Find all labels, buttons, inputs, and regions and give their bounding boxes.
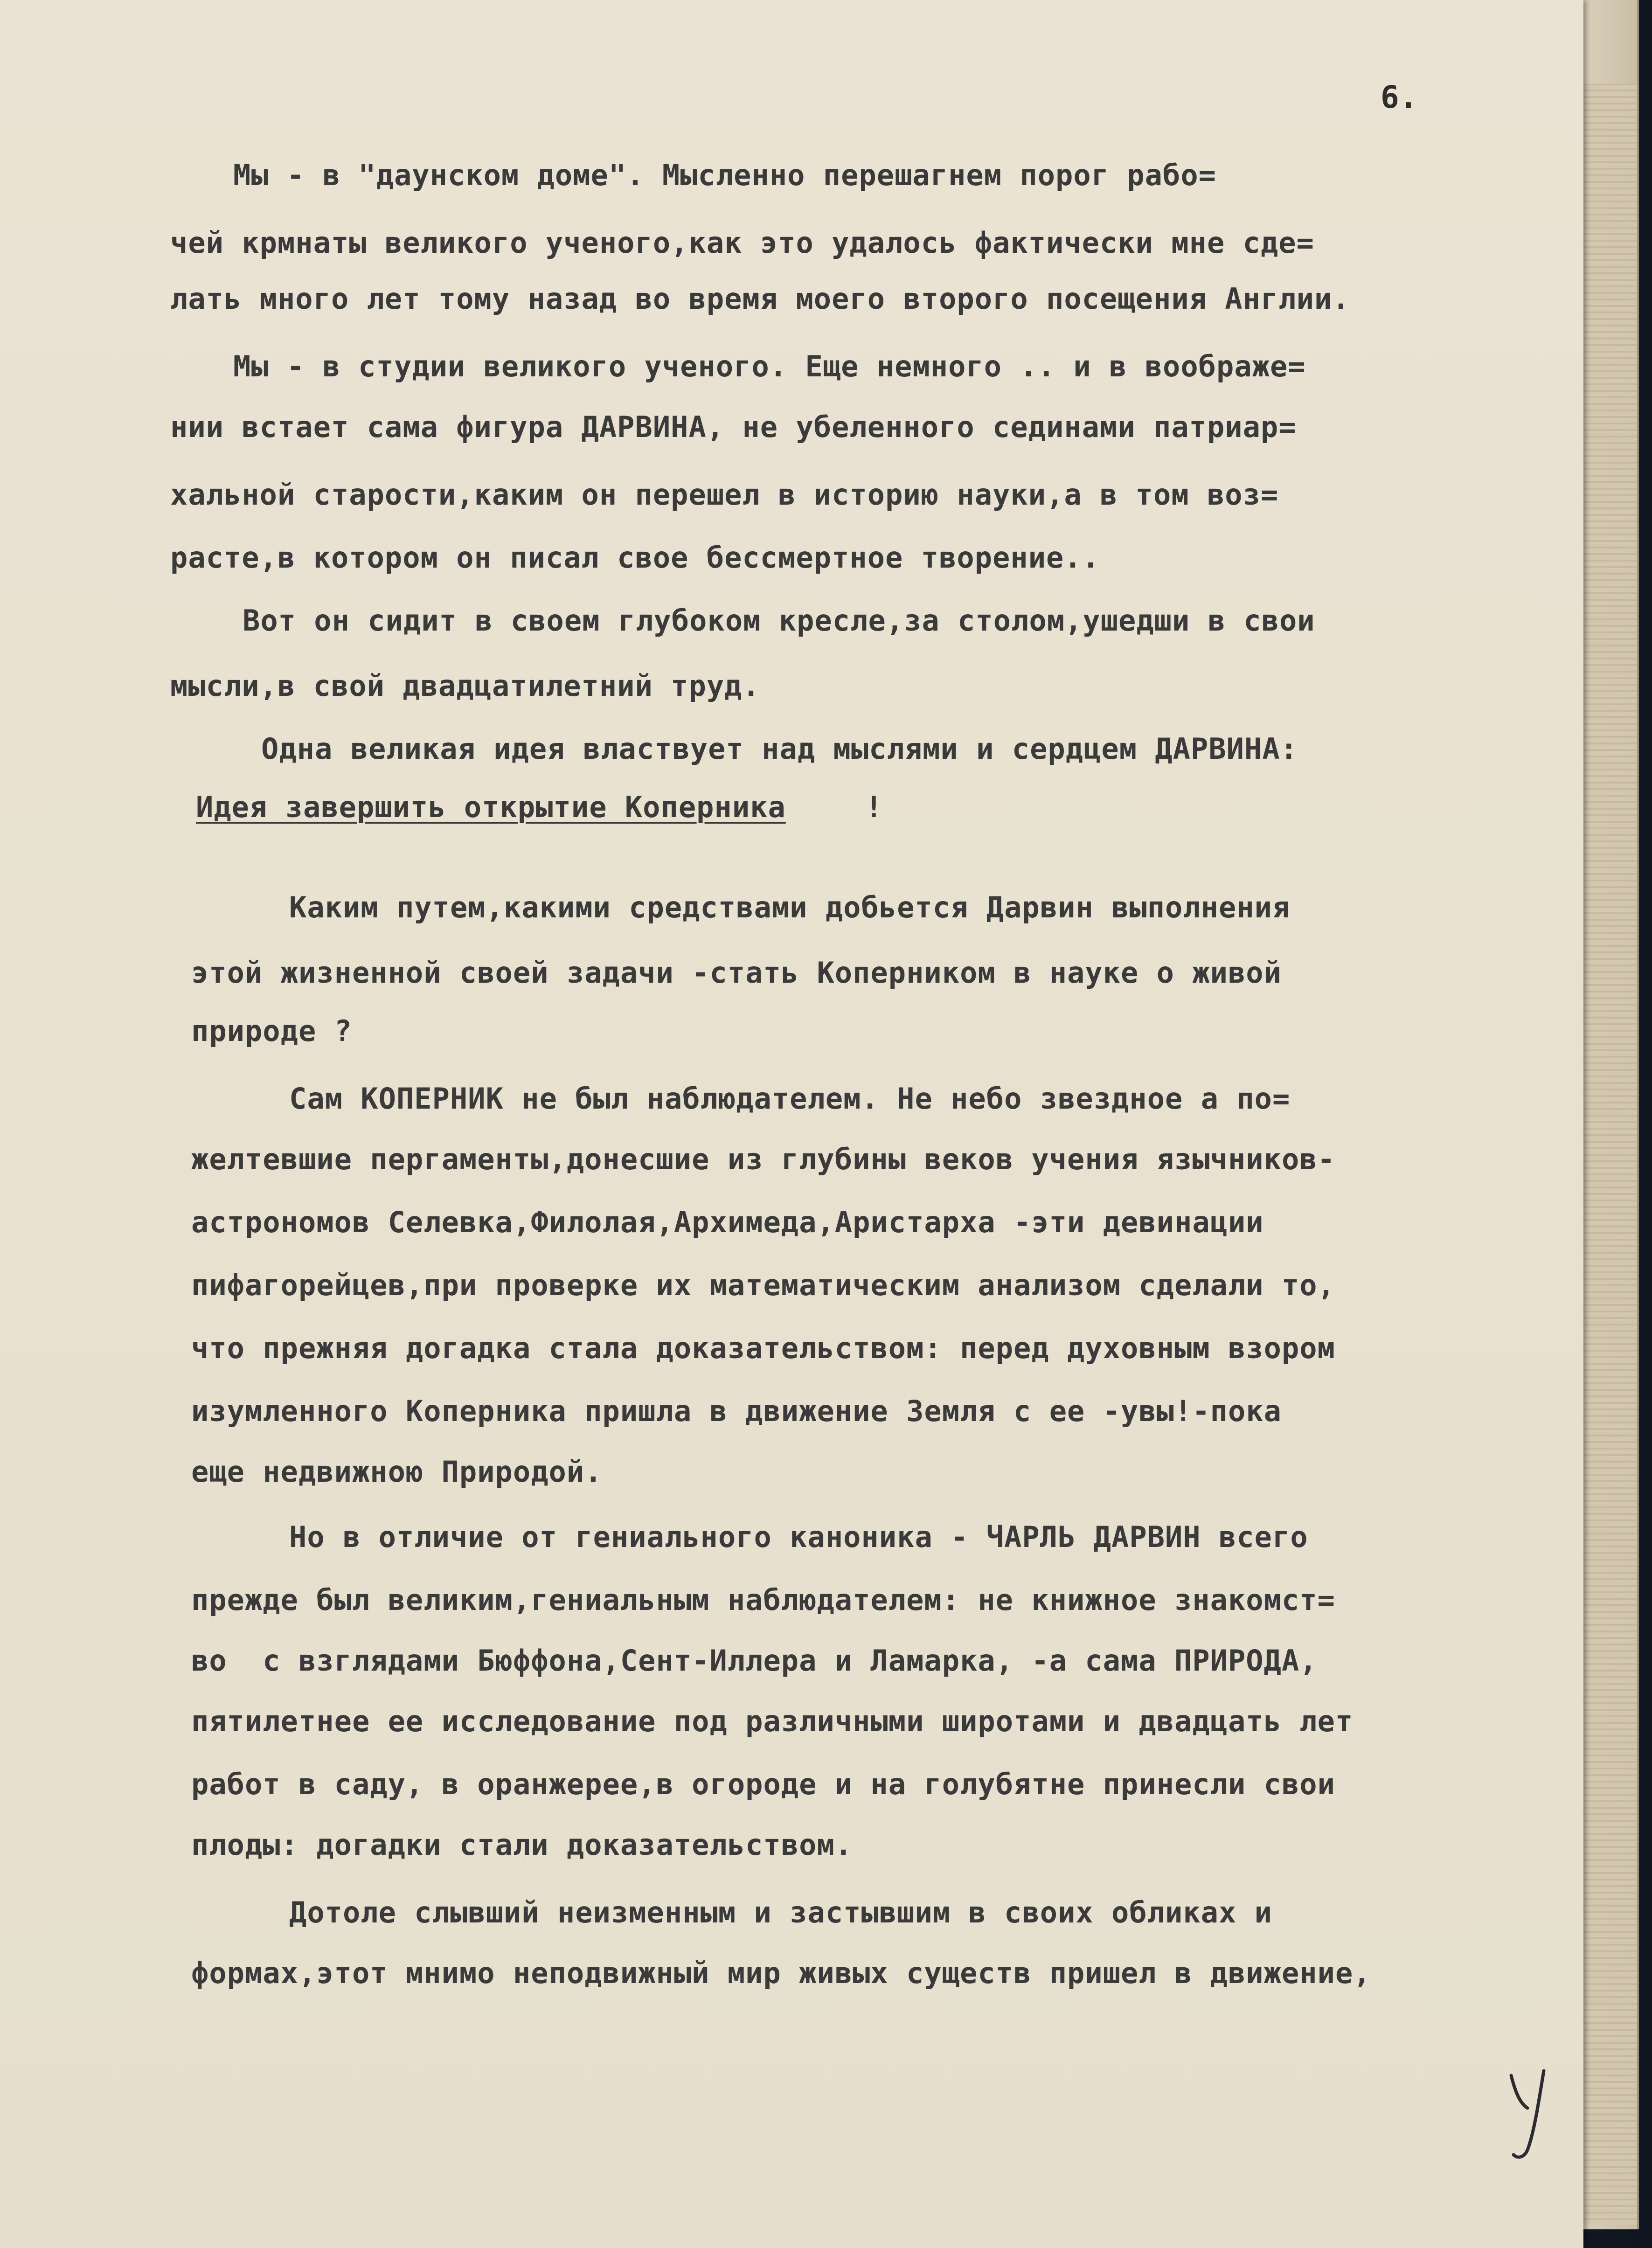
text-line: прежде был великим,гениальным наблюдателем: не книжное знакомст= (191, 1583, 1335, 1617)
text-line: пятилетнее ее исследование под различными широтами и двадцать лет (191, 1704, 1354, 1738)
underlined-line: Идея завершить открытие Коперника (196, 790, 786, 824)
text-line: Но в отличие от гениального каноника - ЧАРЛЬ ДАРВИН всего (289, 1520, 1308, 1554)
text-line: еще недвижною Природой. (191, 1455, 603, 1489)
text-line: астрономов Селевка,Филолая,Архимеда,Аристарха -эти девинации (191, 1205, 1264, 1239)
text-line: изумленного Коперника пришла в движение Земля с ее -увы!-пока (191, 1394, 1282, 1428)
text-line: плоды: догадки стали доказательством. (191, 1828, 853, 1862)
text-line: во с взглядами Бюффона,Сент-Иллера и Ламарка, -а сама ПРИРОДА, (191, 1644, 1318, 1678)
text-line: ! (865, 790, 883, 824)
text-line: желтевшие пергаменты,донесшие из глубины веков учения язычников- (191, 1142, 1335, 1176)
text-line: мысли,в свой двадцатилетний труд. (170, 669, 760, 703)
text-line: Каким путем,какими средствами добьется Дарвин выполнения (289, 890, 1291, 924)
text-line: Вот он сидит в своем глубоком кресле,за столом,ушедши в свои (243, 604, 1315, 638)
text-line: что прежняя догадка стала доказательством: перед духовным взором (191, 1331, 1335, 1365)
text-line: чей крмнаты великого ученого,как это удалось фактически мне сде= (170, 226, 1314, 260)
text-line: Мы - в студии великого ученого. Еще немного .. и в воображе= (233, 349, 1306, 383)
text-line: Одна великая идея властвует над мыслями и сердцем ДАРВИНА: (261, 732, 1298, 766)
text-line: природе ? (191, 1014, 352, 1048)
text-line: расте,в котором он писал свое бессмертное творение.. (170, 541, 1100, 575)
text-line: лать много лет тому назад во время моего второго посещения Англии. (170, 282, 1350, 316)
text-line: формах,этот мнимо неподвижный мир живых существ пришел в движение, (191, 1956, 1371, 1990)
handwritten-mark (1506, 2066, 1548, 2164)
text-line: нии встает сама фигура ДАРВИНА, не убеленного сединами патриар= (170, 410, 1297, 444)
text-line: хальной старости,каким он перешел в историю науки,а в том воз= (170, 478, 1279, 512)
page-number: 6. (1381, 79, 1418, 115)
text-line: пифагорейцев,при проверке их математическим анализом сделали то, (191, 1268, 1335, 1302)
text-line: работ в саду, в оранжерее,в огороде и на голубятне принесли свои (191, 1767, 1335, 1801)
paper-stack-layers (1581, 84, 1637, 2225)
text-line: Дотоле слывший неизменным и застывшим в своих обликах и (289, 1895, 1272, 1929)
text-line: этой жизненной своей задачи -стать Коперником в науке о живой (191, 956, 1282, 990)
text-line: Мы - в "даунском доме". Мысленно перешагнем порог рабо= (233, 158, 1216, 192)
text-line: Сам КОПЕРНИК не был наблюдателем. Не небо звездное а по= (289, 1082, 1291, 1116)
